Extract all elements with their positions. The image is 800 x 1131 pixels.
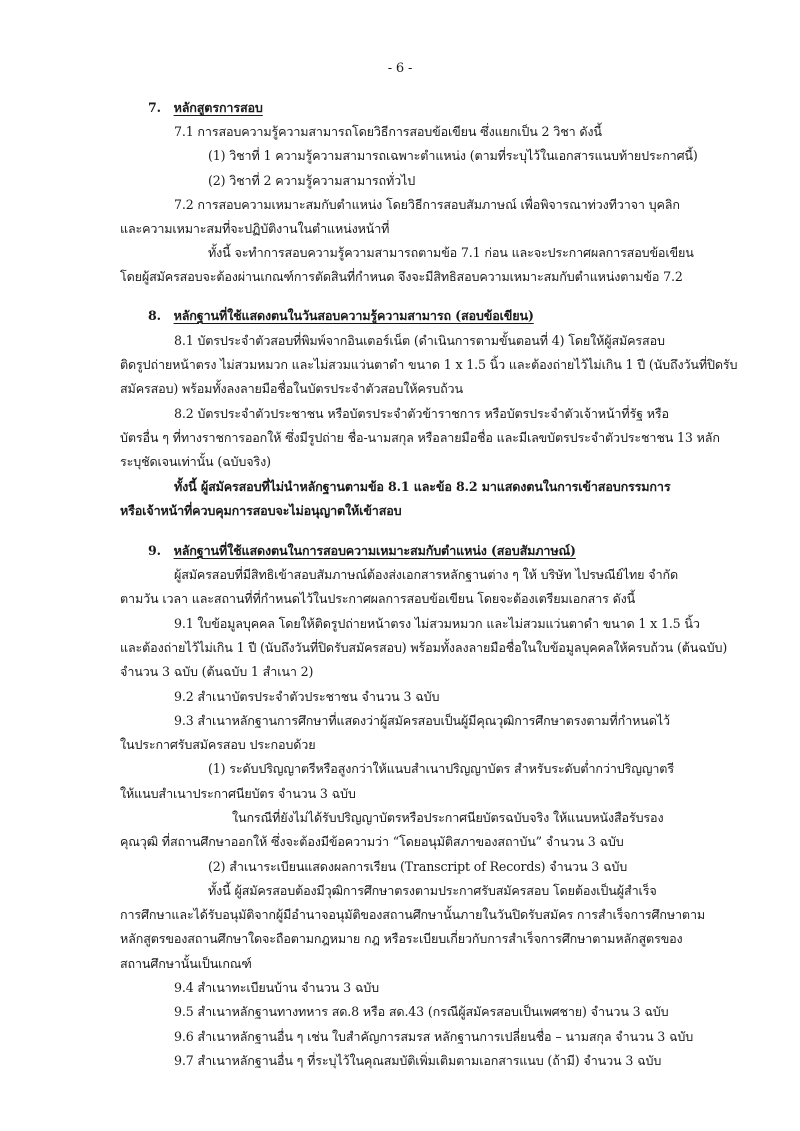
item-7-2-line-2: และความเหมาะสมที่จะปฏิบัติงานในตำแหน่งหน้าที่ — [120, 221, 390, 236]
section-7-title: หลักสูตรการสอบ — [173, 100, 263, 115]
section-7-number: 7. — [148, 100, 161, 115]
item-9-7: 9.7 สำเนาหลักฐานอื่น ๆ ที่ระบุไว้ในคุณสมบัติเพิ่มเติมตามเอกสารแนบ (ถ้ามี) จำนวน 3 ฉบับ — [174, 1053, 662, 1068]
item-8-2-line-2: บัตรอื่น ๆ ที่ทางราชการออกให้ ซึ่งมีรูปถ่าย ชื่อ-นามสกุล หรือลายมือชื่อ และมีเลขบัตรประจำตัวประชาชน 13 หลัก — [120, 430, 720, 445]
section-7-note-line-2: โดยผู้สมัครสอบจะต้องผ่านเกณฑ์การตัดสินที่กำหนด จึงจะมีสิทธิสอบความเหมาะสมกับตำแหน่งตามข้อ 7.2 — [120, 269, 683, 284]
section-8-title: หลักฐานที่ใช้แสดงตนในวันสอบความรู้ความสามารถ (สอบข้อเขียน) — [173, 308, 534, 323]
item-9-4: 9.4 สำเนาทะเบียนบ้าน จำนวน 3 ฉบับ — [174, 980, 379, 995]
item-9-3-sub-2: (2) สำเนาระเบียนแสดงผลการเรียน (Transcript of Records) จำนวน 3 ฉบับ — [208, 859, 628, 874]
item-8-1-line-1: 8.1 บัตรประจำตัวสอบที่พิมพ์จากอินเตอร์เน็ต (ดำเนินการตามขั้นตอนที่ 4) โดยให้ผู้สมัครสอบ — [174, 333, 665, 348]
item-9-1-line-3: จำนวน 3 ฉบับ (ต้นฉบับ 1 สำเนา 2) — [120, 664, 314, 679]
section-9-intro-line-1: ผู้สมัครสอบที่มีสิทธิเข้าสอบสัมภาษณ์ต้องส่งเอกสารหลักฐานต่าง ๆ ให้ บริษัท ไปรษณีย์ไทย จำกัด — [174, 567, 679, 582]
item-7-1-sub-2: (2) วิชาที่ 2 ความรู้ความสามารถทั่วไป — [208, 173, 416, 188]
section-8-bold-note-line-2: หรือเจ้าหน้าที่ควบคุมการสอบจะไม่อนุญาตให้เข้าสอบ — [120, 503, 402, 518]
section-8-number: 8. — [148, 308, 161, 323]
item-9-6: 9.6 สำเนาหลักฐานอื่น ๆ เช่น ใบสำคัญการสมรส หลักฐานการเปลี่ยนชื่อ – นามสกุล จำนวน 3 ฉบับ — [174, 1029, 694, 1044]
item-8-1-line-3: สมัครสอบ) พร้อมทั้งลงลายมือชื่อในบัตรประจำตัวสอบให้ครบถ้วน — [120, 381, 463, 396]
item-9-3-sub-1-line-2: ให้แนบสำเนาประกาศนียบัตร จำนวน 3 ฉบับ — [120, 786, 356, 801]
item-9-1-line-1: 9.1 ใบข้อมูลบุคคล โดยให้ติดรูปถ่ายหน้าตรง ไม่สวมหมวก และไม่สวมแว่นตาดำ ขนาด 1 x 1.5 นิ้ว — [174, 616, 700, 631]
page-number: - 6 - — [387, 61, 413, 76]
section-7-heading — [148, 97, 263, 119]
item-9-3-line-1: 9.3 สำเนาหลักฐานการศึกษาที่แสดงว่าผู้สมัครสอบเป็นผู้มีคุณวุฒิการศึกษาตรงตามที่กำหนดไว้ — [174, 713, 670, 728]
section-9-note-line-4: สถานศึกษานั้นเป็นเกณฑ์ — [120, 956, 252, 971]
item-9-3-sub-1-line-1: (1) ระดับปริญญาตรีหรือสูงกว่าให้แนบสำเนาปริญญาบัตร สำหรับระดับต่ำกว่าปริญญาตรี — [208, 761, 674, 776]
item-9-3-line-2: ในประกาศรับสมัครสอบ ประกอบด้วย — [120, 737, 316, 752]
item-7-2-line-1: 7.2 การสอบความเหมาะสมกับตำแหน่ง โดยวิธีการสอบสัมภาษณ์ เพื่อพิจารณาท่วงทีวาจา บุคลิก — [174, 197, 680, 212]
section-9-title: หลักฐานที่ใช้แสดงตนในการสอบความเหมาะสมกับตำแหน่ง (สอบสัมภาษณ์) — [173, 543, 576, 558]
item-8-2-line-1: 8.2 บัตรประจำตัวประชาชน หรือบัตรประจำตัวข้าราชการ หรือบัตรประจำตัวเจ้าหน้าที่รัฐ หรือ — [174, 406, 669, 421]
section-9-heading — [148, 540, 576, 562]
item-8-1-line-2: ติดรูปถ่ายหน้าตรง ไม่สวมหมวก และไม่สวมแว่นตาดำ ขนาด 1 x 1.5 นิ้ว และต้องถ่ายไว้ไม่เกิน 1 ปี (นับถึงวันที่ปิดรับ — [120, 357, 738, 372]
section-7-note-line-1: ทั้งนี้ จะทำการสอบความรู้ความสามารถตามข้อ 7.1 ก่อน และจะประกาศผลการสอบข้อเขียน — [208, 245, 694, 260]
section-8-heading — [148, 305, 534, 327]
item-9-5: 9.5 สำเนาหลักฐานทางทหาร สด.8 หรือ สด.43 (กรณีผู้สมัครสอบเป็นเพศชาย) จำนวน 3 ฉบับ — [174, 1004, 669, 1019]
section-9-number: 9. — [148, 543, 161, 558]
item-8-2-line-3: ระบุชัดเจนเท่านั้น (ฉบับจริง) — [120, 454, 271, 469]
section-9-note-line-1: ทั้งนี้ ผู้สมัครสอบต้องมีวุฒิการศึกษาตรงตามประกาศรับสมัครสอบ โดยต้องเป็นผู้สำเร็จ — [208, 883, 657, 898]
item-7-1: 7.1 การสอบความรู้ความสามารถโดยวิธีการสอบข้อเขียน ซึ่งแยกเป็น 2 วิชา ดังนี้ — [174, 124, 602, 139]
item-9-3-case-line-2: คุณวุฒิ ที่สถานศึกษาออกให้ ซึ่งจะต้องมีข้อความว่า “โดยอนุมัติสภาของสถาบัน” จำนวน 3 ฉบับ — [120, 834, 624, 849]
section-8-bold-note-line-1: ทั้งนี้ ผู้สมัครสอบที่ไม่นำหลักฐานตามข้อ 8.1 และข้อ 8.2 มาแสดงตนในการเข้าสอบกรรมการ — [174, 479, 671, 494]
section-9-note-line-2: การศึกษาและได้รับอนุมัติจากผู้มีอำนาจอนุมัติของสถานศึกษานั้นภายในวันปิดรับสมัคร การสำเร็จการศึกษาตาม — [120, 907, 706, 922]
section-9-note-line-3: หลักสูตรของสถานศึกษาใดจะถือตามกฎหมาย กฎ หรือระเบียบเกี่ยวกับการสำเร็จการศึกษาตามหลักสูตรของ — [120, 931, 683, 946]
item-7-1-sub-1: (1) วิชาที่ 1 ความรู้ความสามารถเฉพาะตำแหน่ง (ตามที่ระบุไว้ในเอกสารแนบท้ายประกาศนี้) — [208, 148, 698, 163]
item-9-1-line-2: และต้องถ่ายไว้ไม่เกิน 1 ปี (นับถึงวันที่ปิดรับสมัครสอบ) พร้อมทั้งลงลายมือชื่อในใบข้อมูลบุคคลให้ครบถ้วน (ต้นฉบับ) — [120, 640, 728, 655]
section-9-intro-line-2: ตามวัน เวลา และสถานที่ที่กำหนดไว้ในประกาศผลการสอบข้อเขียน โดยจะต้องเตรียมเอกสาร ดังนี้ — [120, 591, 636, 606]
item-9-3-case-line-1: ในกรณีที่ยังไม่ได้รับปริญญาบัตรหรือประกาศนียบัตรฉบับจริง ให้แนบหนังสือรับรอง — [232, 810, 664, 825]
item-9-2: 9.2 สำเนาบัตรประจำตัวประชาชน จำนวน 3 ฉบับ — [174, 689, 440, 704]
